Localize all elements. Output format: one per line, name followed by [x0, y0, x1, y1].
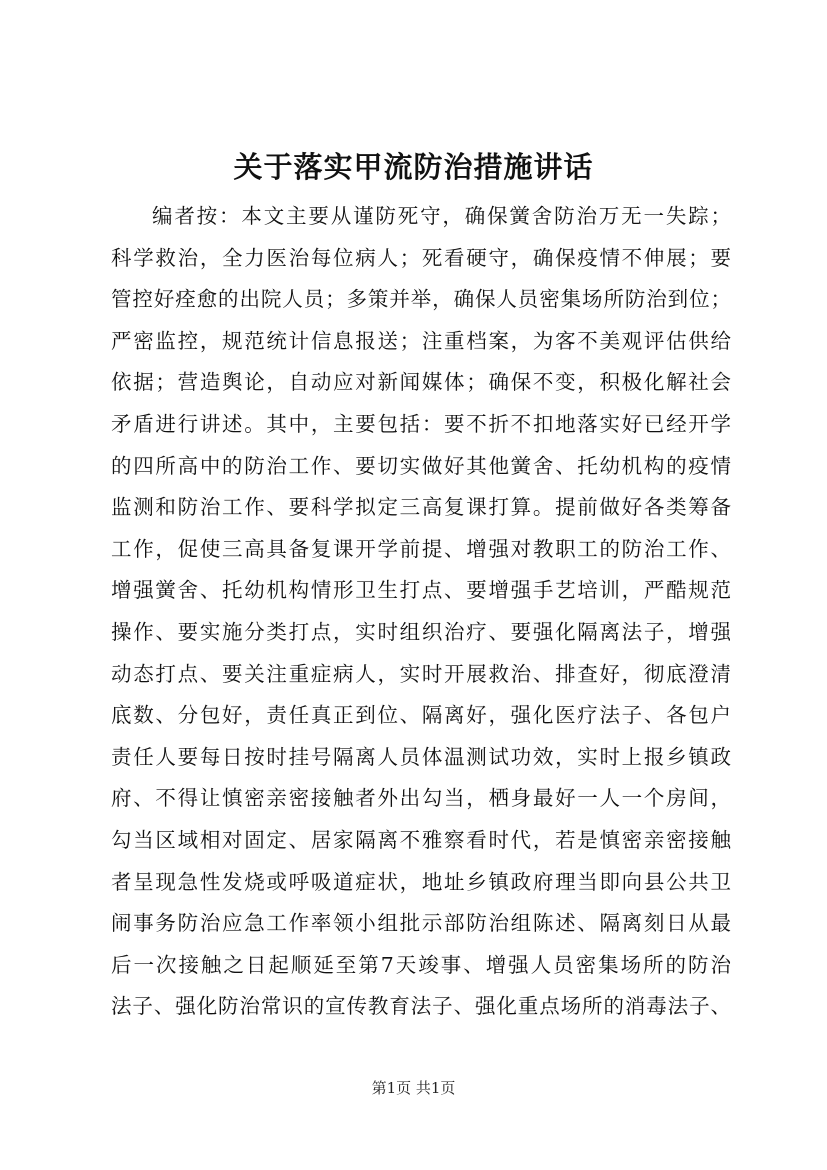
body-line: 者呈现急性发烧或呼吸道症状，地址乡镇政府理当即向县公共卫	[111, 869, 731, 894]
body-line: 管控好痊愈的出院人员；多策并举，确保人员密集场所防治到位；	[111, 287, 731, 312]
body-line: 底数、分包好，责任真正到位、隔离好，强化医疗法子、各包户	[111, 703, 731, 728]
document-title: 关于落实甲流防治措施讲话	[233, 150, 594, 184]
body-line: 监测和防治工作、要科学拟定三高复课打算。提前做好各类筹备	[111, 495, 731, 520]
body-line: 增强黉舍、托幼机构情形卫生打点、要增强手艺培训，严酷规范	[111, 578, 731, 603]
document-body	[111, 196, 731, 1028]
body-line: 工作，促使三高具备复课开学前提、增强对教职工的防治工作、	[111, 536, 731, 561]
body-line: 严密监控，规范统计信息报送；注重档案，为客不美观评估供给	[111, 328, 731, 353]
body-line: 的四所高中的防治工作、要切实做好其他黉舍、托幼机构的疫情	[111, 453, 731, 478]
body-line: 后一次接触之日起顺延至第7天竣事、增强人员密集场所的防治	[111, 952, 731, 977]
body-line: 操作、要实施分类打点，实时组织治疗、要强化隔离法子，增强	[111, 619, 731, 644]
body-line: 府、不得让慎密亲密接触者外出勾当，栖身最好一人一个房间，	[111, 786, 731, 811]
body-line: 责任人要每日按时挂号隔离人员体温测试功效，实时上报乡镇政	[111, 744, 731, 769]
body-line: 动态打点、要关注重症病人，实时开展救治、排查好，彻底澄清	[111, 661, 731, 686]
body-line: 法子、强化防治常识的宣传教育法子、强化重点场所的消毒法子、	[111, 994, 731, 1019]
body-line: 闹事务防治应急工作率领小组批示部防治组陈述、隔离刻日从最	[111, 911, 731, 936]
page-footer: 第1页 共1页	[371, 1079, 456, 1097]
body-line: 编者按：本文主要从谨防死守，确保黉舍防治万无一失踪；	[152, 204, 731, 228]
body-line: 科学救治，全力医治每位病人；死看硬守，确保疫情不伸展；要	[111, 245, 731, 270]
body-line: 依据；营造舆论，自动应对新闻媒体；确保不变，积极化解社会	[111, 370, 731, 395]
body-line: 勾当区域相对固定、居家隔离不雅察看时代，若是慎密亲密接触	[111, 827, 731, 852]
body-line: 矛盾进行讲述。其中，主要包括：要不折不扣地落实好已经开学	[111, 411, 731, 436]
